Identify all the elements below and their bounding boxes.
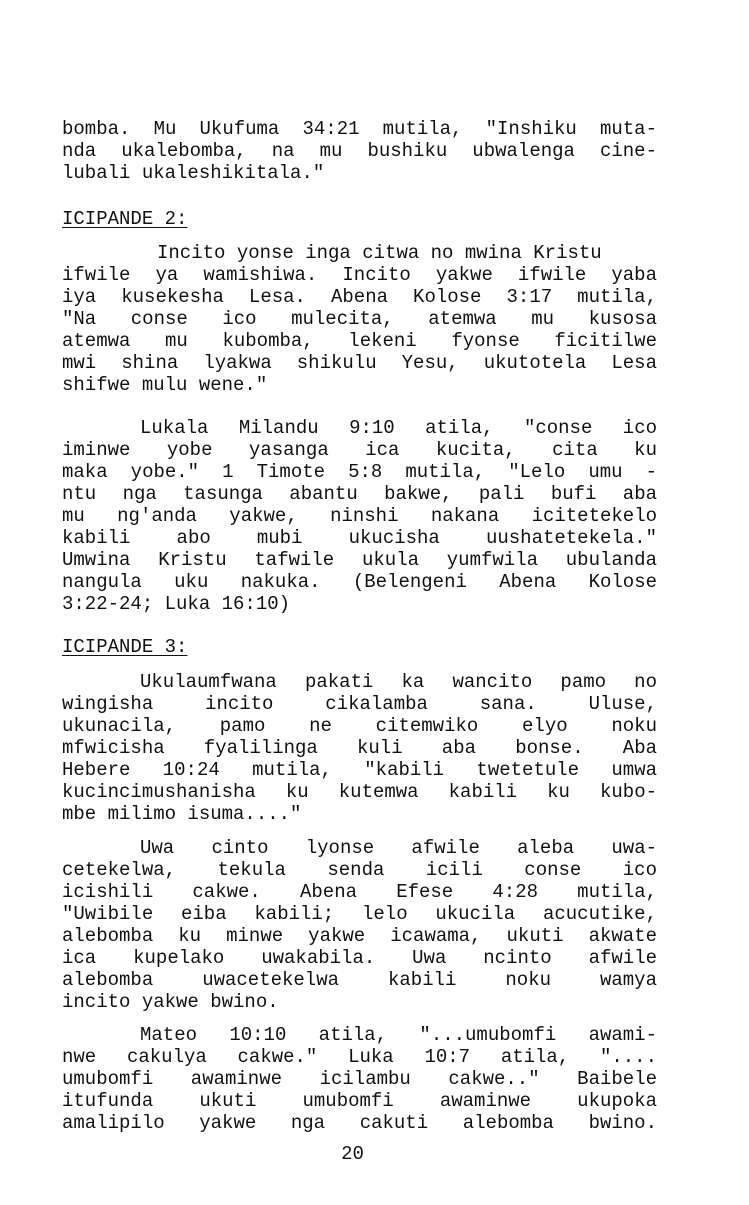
text-line: alebomba ku minwe yakwe icawama, ukuti akwate: [62, 925, 657, 947]
text-line: nda ukalebomba, na mu bushiku ubwalenga cine-: [62, 140, 657, 162]
text-line: Uwa cinto lyonse afwile aleba uwa-: [140, 837, 657, 859]
text-line: ica kupelako uwakabila. Uwa ncinto afwile: [62, 947, 657, 969]
text-line: umubomfi awaminwe icilambu cakwe.." Baibele: [62, 1068, 657, 1090]
text-line: mwi shina lyakwa shikulu Yesu, ukutotela Lesa: [62, 352, 657, 374]
text-line: incito yakwe bwino.: [62, 991, 279, 1013]
text-line: kabili abo mubi ukucisha uushatetekela.": [62, 527, 657, 549]
text-line: maka yobe." 1 Timote 5:8 mutila, "Lelo umu -: [62, 461, 657, 483]
text-line: mfwicisha fyalilinga kuli aba bonse. Aba: [62, 737, 657, 759]
text-line: mu ng'anda yakwe, ninshi nakana icitetekelo: [62, 505, 657, 527]
text-line: Mateo 10:10 atila, "...umubomfi awami-: [140, 1024, 657, 1046]
text-line: kucincimushanisha ku kutemwa kabili ku kubo-: [62, 781, 657, 803]
text-line: nwe cakulya cakwe." Luka 10:7 atila, "....: [62, 1046, 657, 1068]
text-line: "Uwibile eiba kabili; lelo ukucila acucutike,: [62, 903, 657, 925]
text-line: lubali ukaleshikitala.": [62, 162, 325, 184]
text-line: ntu nga tasunga abantu bakwe, pali bufi aba: [62, 483, 657, 505]
text-line: cetekelwa, tekula senda icili conse ico: [62, 859, 657, 881]
text-line: shifwe mulu wene.": [62, 374, 268, 396]
text-line: itufunda ukuti umubomfi awaminwe ukupoka: [62, 1090, 657, 1112]
text-line: "Na conse ico mulecita, atemwa mu kusosa: [62, 308, 657, 330]
page-number: 20: [341, 1143, 364, 1165]
text-line: iminwe yobe yasanga ica kucita, cita ku: [62, 439, 657, 461]
text-line: Incito yonse inga citwa no mwina Kristu: [157, 242, 602, 264]
text-line: amalipilo yakwe nga cakuti alebomba bwino.: [62, 1112, 657, 1134]
text-line: Umwina Kristu tafwile ukula yumfwila ubulanda: [62, 549, 657, 571]
text-line: 3:22-24; Luka 16:10): [62, 593, 291, 615]
section-heading-3: ICIPANDE 3:: [62, 636, 188, 658]
text-line: ukunacila, pamo ne citemwiko elyo noku: [62, 715, 657, 737]
text-line: mbe milimo isuma....": [62, 803, 302, 825]
text-line: ifwile ya wamishiwa. Incito yakwe ifwile yaba: [62, 264, 657, 286]
text-line: nangula uku nakuka. (Belengeni Abena Kolose: [62, 571, 657, 593]
text-line: Hebere 10:24 mutila, "kabili twetetule umwa: [62, 759, 657, 781]
text-line: icishili cakwe. Abena Efese 4:28 mutila,: [62, 881, 657, 903]
text-line: Lukala Milandu 9:10 atila, "conse ico: [140, 417, 657, 439]
text-line: wingisha incito cikalamba sana. Uluse,: [62, 693, 657, 715]
text-line: atemwa mu kubomba, lekeni fyonse ficitilwe: [62, 330, 657, 352]
text-line: alebomba uwacetekelwa kabili noku wamya: [62, 969, 657, 991]
text-line: bomba. Mu Ukufuma 34:21 mutila, "Inshiku muta-: [62, 118, 657, 140]
text-line: Ukulaumfwana pakati ka wancito pamo no: [140, 671, 657, 693]
text-line: iya kusekesha Lesa. Abena Kolose 3:17 mutila,: [62, 286, 657, 308]
section-heading-2: ICIPANDE 2:: [62, 208, 188, 230]
